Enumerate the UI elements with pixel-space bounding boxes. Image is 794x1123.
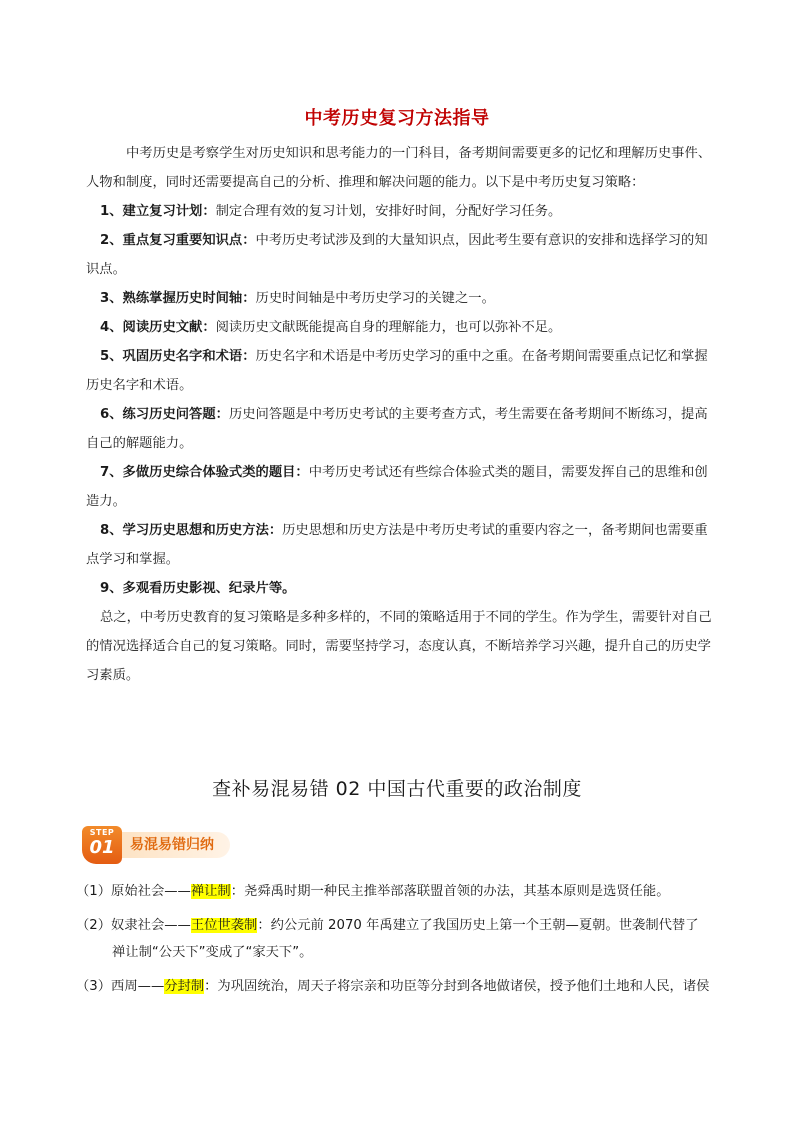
guide-item-1 [86, 197, 718, 226]
item-text: 阅读历史文献既能提高自身的理解能力，也可以弥补不足。 [215, 320, 562, 335]
entry-term: 分封制 [164, 979, 205, 994]
entry-text: ：约公元前 2070 年禹建立了我国历史上第一个王朝—夏朝。世袭制代替了 [257, 918, 699, 933]
guide-item-6 [86, 400, 718, 458]
guide-item-5 [86, 342, 718, 400]
item-text: 中考历史考试还有些综合体验式类的题目，需要发挥自己的思维和创造力。 [86, 465, 708, 509]
page-title: 中考历史复习方法指导 [304, 108, 490, 129]
item-label: 3、熟练掌握历史时间轴： [100, 291, 256, 306]
item-text: 历史名字和术语是中考历史学习的重中之重。在备考期间需要重点记忆和掌握历史名字和术语。 [86, 349, 708, 393]
item-label: 1、建立复习计划： [100, 204, 216, 219]
item-label: 4、阅读历史文献： [100, 320, 216, 335]
item-text: 历史时间轴是中考历史学习的关键之一。 [255, 291, 495, 306]
guide-item-3 [86, 284, 718, 313]
item-label: 7、多做历史综合体验式类的题目： [100, 465, 309, 480]
entry-prefix: （3）西周—— [76, 979, 165, 994]
step-number: 01 [89, 837, 115, 858]
entry-text: ：尧舜禹时期一种民主推举部落联盟首领的办法，其基本原则是选贤任能。 [230, 884, 670, 899]
entry-term: 王位世袭制 [190, 918, 258, 933]
entry-prefix: （2）奴隶社会—— [76, 918, 191, 933]
intro-paragraph: 中考历史是考察学生对历史知识和思考能力的一门科目，备考期间需要更多的记忆和理解历史事件、人物和制度，同时还需要提高自己的分析、推理和解决问题的能力。以下是中考历史复习策略： [86, 146, 712, 190]
item-text: 制定合理有效的复习计划，安排好时间，分配好学习任务。 [215, 204, 562, 219]
entry-continuation: 禅让制“公天下”变成了“家天下”。 [112, 945, 313, 960]
entry-list [76, 878, 726, 1007]
item-label: 6、练习历史问答题： [100, 407, 229, 422]
entry-term: 禅让制 [190, 884, 231, 899]
item-label: 2、重点复习重要知识点： [100, 233, 256, 248]
item-label: 5、巩固历史名字和术语： [100, 349, 256, 364]
summary-paragraph: 总之，中考历史教育的复习策略是多种多样的，不同的策略适用于不同的学生。作为学生，需要针对自己的情况选择适合自己的复习策略。同时，需要坚持学习，态度认真，不断培养学习兴趣，提升自己的历史学习素质。 [86, 610, 712, 683]
entry-text: ：为巩固统治，周天子将宗亲和功臣等分封到各地做诸侯，授予他们土地和人民，诸侯 [204, 979, 710, 994]
guide-item-4 [86, 313, 718, 342]
item-text: 中考历史考试涉及到的大量知识点，因此考生要有意识的安排和选择学习的知识点。 [86, 233, 708, 277]
item-text: 历史问答题是中考历史考试的主要考查方式，考生需要在备考期间不断练习，提高自己的解题能力。 [86, 407, 708, 451]
guide-item-2 [86, 226, 718, 284]
step-badge-icon [82, 826, 122, 864]
entry-prefix: （1）原始社会—— [76, 884, 191, 899]
guide-item-9 [86, 574, 718, 603]
entry-1 [76, 878, 726, 905]
step-banner [82, 826, 230, 864]
step-word: STEP [89, 828, 115, 837]
guide-item-8 [86, 516, 718, 574]
item-text: 历史思想和历史方法是中考历史考试的重要内容之一，备考期间也需要重点学习和掌握。 [86, 523, 708, 567]
guide-body [86, 139, 718, 690]
entry-2 [76, 912, 726, 966]
step-label: 易混易错归纳 [120, 832, 230, 858]
guide-item-7 [86, 458, 718, 516]
entry-3 [76, 973, 726, 1000]
item-label: 8、学习历史思想和历史方法： [100, 523, 283, 538]
section-heading: 查补易混易错 02 中国古代重要的政治制度 [212, 778, 582, 800]
item-label: 9、多观看历史影视、纪录片等。 [100, 581, 296, 596]
